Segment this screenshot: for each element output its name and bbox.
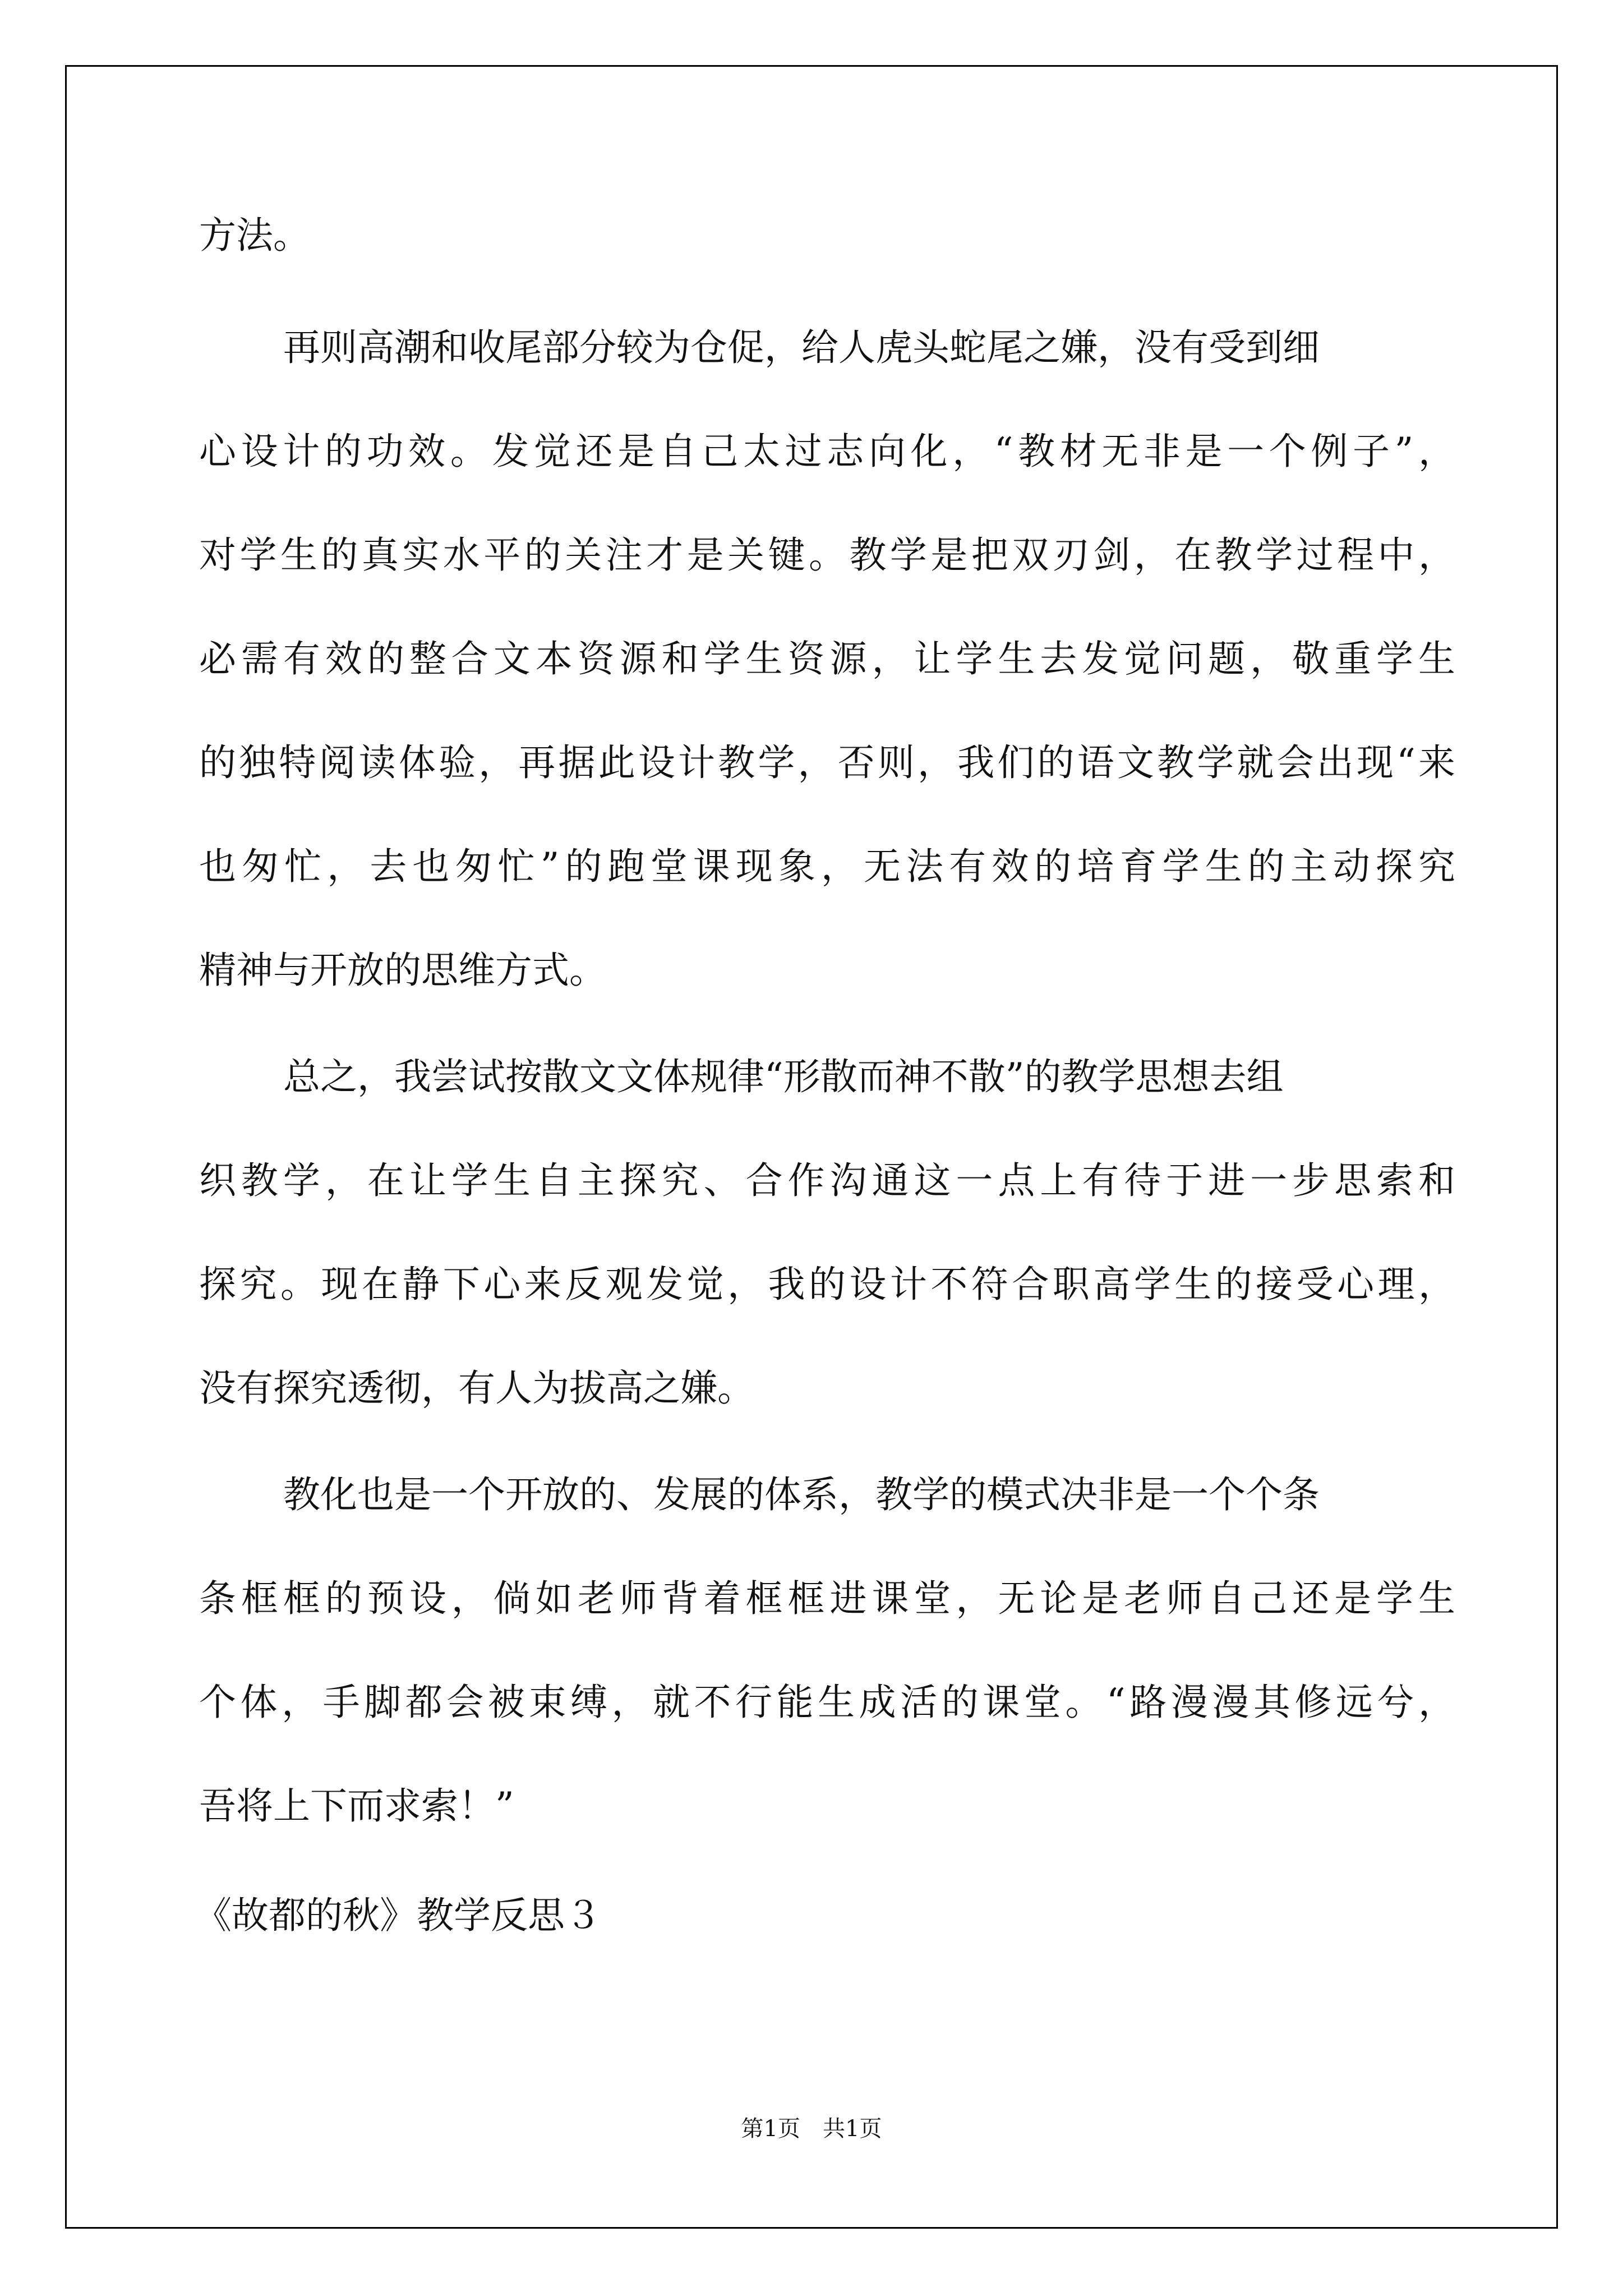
paragraph-line: 方法。 bbox=[199, 214, 310, 257]
paragraph-line: 对学生的真实水平的关注才是关键。教学是把双刃剑，在教学过程中， bbox=[199, 533, 1455, 577]
paragraph-line: 心设计的功效。发觉还是自己太过志向化，“教材无非是一个例子”， bbox=[199, 430, 1455, 473]
page-number-footer: 第1页 共1页 bbox=[741, 2116, 882, 2142]
paragraph-line: 必需有效的整合文本资源和学生资源，让学生去发觉问题，敬重学生 bbox=[199, 637, 1455, 680]
paragraph-line: 也匆忙，去也匆忙”的跑堂课现象，无法有效的培育学生的主动探究 bbox=[199, 845, 1455, 888]
paragraph-line: 总之，我尝试按散文文体规律“形散而神不散”的教学思想去组 bbox=[283, 1055, 1284, 1098]
paragraph-line: 再则高潮和收尾部分较为仓促，给人虎头蛇尾之嫌，没有受到细 bbox=[283, 326, 1320, 369]
paragraph-line: 探究。现在静下心来反观发觉，我的设计不符合职高学生的接受心理， bbox=[199, 1263, 1455, 1306]
section-heading: 《故都的秋》教学反思３ bbox=[195, 1894, 602, 1937]
paragraph-line: 没有探究透彻，有人为拔高之嫌。 bbox=[199, 1366, 754, 1410]
paragraph-line: 织教学，在让学生自主探究、合作沟通这一点上有待于进一步思索和 bbox=[199, 1159, 1455, 1202]
paragraph-line: 条框框的预设，倘如老师背着框框进课堂，无论是老师自己还是学生 bbox=[199, 1577, 1455, 1620]
paragraph-line: 吾将上下而求索！” bbox=[199, 1784, 514, 1828]
paragraph-line: 的独特阅读体验，再据此设计教学，否则，我们的语文教学就会出现“来 bbox=[199, 741, 1455, 784]
paragraph-line: 个体，手脚都会被束缚，就不行能生成活的课堂。“路漫漫其修远兮， bbox=[199, 1681, 1455, 1724]
paragraph-line: 教化也是一个开放的、发展的体系，教学的模式决非是一个个条 bbox=[283, 1473, 1320, 1516]
paragraph-line: 精神与开放的思维方式。 bbox=[199, 949, 606, 992]
